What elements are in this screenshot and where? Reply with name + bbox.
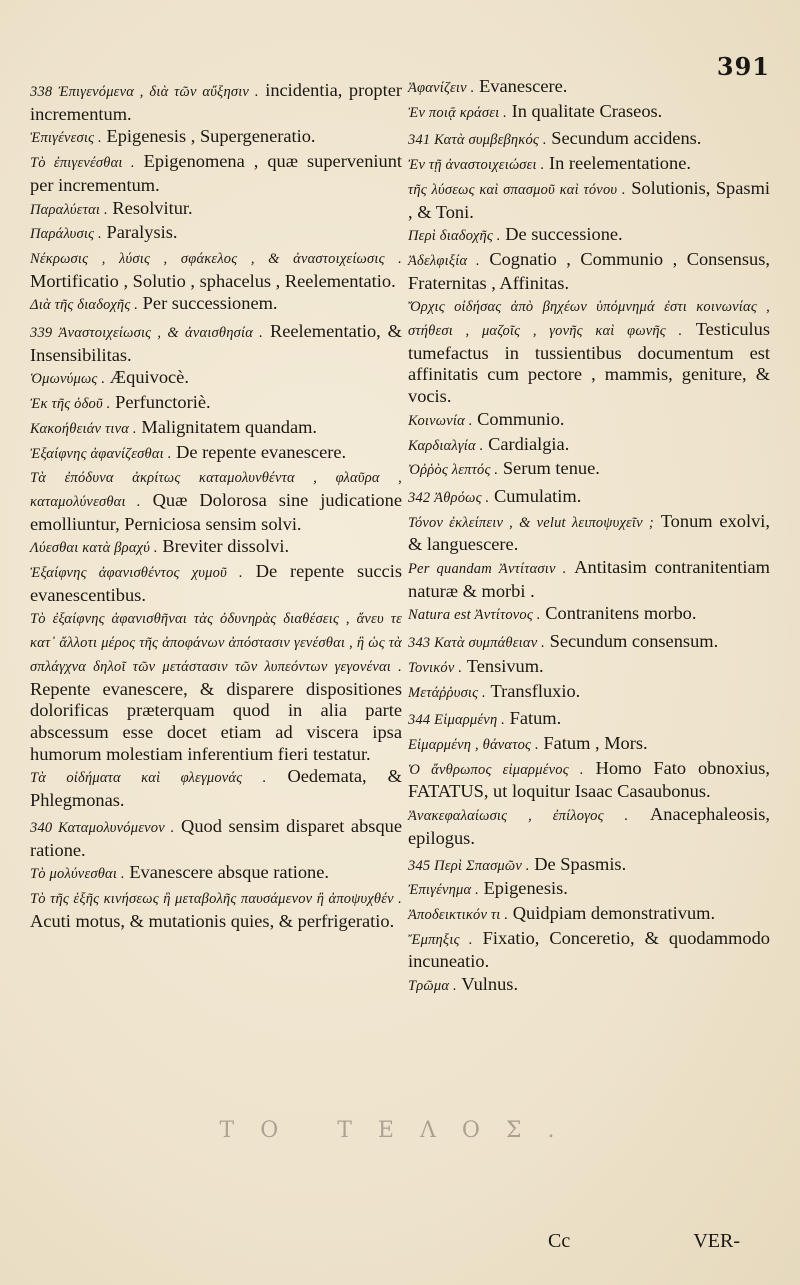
glossary-entry — [408, 128, 770, 152]
latin-gloss: Evanescere absque ratione. — [129, 862, 329, 883]
glossary-entry — [30, 561, 402, 606]
right-column — [408, 76, 770, 999]
latin-gloss: Transfluxio. — [490, 680, 581, 701]
greek-term: Καρδιαλγία . — [408, 437, 484, 454]
glossary-entry — [30, 222, 402, 246]
latin-gloss: Epigenesis , Supergeneratio. — [106, 126, 316, 147]
greek-term: Ὄρχις οἰδήσας ἀπὸ βηχέων ὑπόμνημά ἐστι κοινωνίας , στήθεσι , μαζοῖς , γονῆς καὶ φωνῆς . — [408, 299, 770, 340]
latin-gloss: In qualitate Craseos. — [511, 100, 663, 121]
greek-term: Τὰ οἰδήματα καὶ φλεγμονάς . — [30, 770, 267, 787]
greek-term: Λύεσθαι κατὰ βραχύ . — [30, 540, 158, 557]
latin-gloss: Repente evanescere, & disparere dispositiones dolorificas præterquam quod in alia parte abscessum esse docet etiam ad viscera ipsa humorum molestiam inferentium fieri testatur. — [30, 678, 402, 764]
greek-term: Μετάῤῥυσις . — [408, 684, 486, 701]
latin-gloss: Per successionem. — [142, 293, 278, 314]
glossary-entry — [408, 854, 770, 878]
greek-term: Ἐπιγένεσις . — [30, 130, 102, 147]
greek-term: Ὀῤῥὸς λεπτός . — [408, 462, 499, 479]
latin-gloss: Perfunctoriè. — [115, 392, 211, 413]
greek-term: Τρῶμα . — [408, 978, 457, 995]
greek-term: Natura est Ἀντίτονος . — [408, 607, 541, 624]
greek-term: Εἱμαρμένη , θάνατος . — [408, 736, 539, 753]
latin-gloss: Oedemata, & Phlegmonas. — [30, 766, 402, 811]
glossary-entry — [30, 151, 402, 196]
latin-gloss: Communio. — [477, 408, 565, 429]
greek-term: 340 Καταμολυνόμενον . — [30, 819, 175, 836]
glossary-entry — [30, 466, 402, 535]
greek-term: Τόνον ἐκλείπειν , & velut λειποψυχεῖν ; — [408, 514, 654, 531]
latin-gloss: Acuti motus, & mutationis quies, & perfrigeratio. — [30, 910, 395, 931]
glossary-entry — [30, 80, 402, 125]
glossary-entry — [408, 631, 770, 655]
glossary-entry — [408, 511, 770, 556]
glossary-entry — [408, 249, 770, 294]
greek-term: Παραλύεται . — [30, 201, 108, 218]
latin-gloss: Paralysis. — [106, 222, 178, 243]
glossary-entry — [30, 198, 402, 222]
greek-term: Ἀνακεφαλαίωσις , ἐπίλογος . — [408, 808, 629, 825]
greek-term: Ἐν τῇ ἀναστοιχειώσει . — [408, 157, 545, 174]
latin-gloss: De repente evanescere. — [176, 441, 347, 462]
glossary-entry — [408, 458, 770, 482]
latin-gloss: Quidpiam demonstrativum. — [512, 902, 716, 923]
glossary-entry — [408, 804, 770, 849]
latin-gloss: Cognatio , Communio , Consensus, Fraternitas , Affinitas. — [408, 248, 770, 293]
glossary-entry — [30, 536, 402, 560]
greek-term: Ἐπιγένημα . — [408, 882, 479, 899]
glossary-entry — [408, 224, 770, 248]
latin-gloss: Serum tenue. — [502, 458, 600, 479]
greek-term: Ἐν ποιᾷ κράσει . — [408, 104, 507, 121]
greek-term: Τονικόν . — [408, 659, 463, 676]
latin-gloss: Mortificatio , Solutio , sphacelus , Reelementatio. — [30, 270, 396, 291]
greek-term: Ἐξαίφνης ἀφανισθέντος χυμοῦ . — [30, 565, 243, 582]
glossary-entry — [408, 295, 770, 408]
greek-term: 343 Κατὰ συμπάθειαν . — [408, 635, 545, 652]
latin-gloss: De Spasmis. — [534, 853, 627, 874]
catchword: VER- — [693, 1230, 740, 1252]
glossary-entry — [30, 321, 402, 366]
glossary-entry — [30, 293, 402, 317]
latin-gloss: Testiculus tumefactus in tussientibus documentum est affinitatis cum pectore , mammis, geniture, & vocis. — [408, 319, 770, 407]
greek-term: Κοινωνία . — [408, 412, 473, 429]
greek-term: 342 Ἀθρόως . — [408, 489, 490, 506]
glossary-entry — [30, 887, 402, 932]
glossary-entry — [408, 486, 770, 510]
latin-gloss: Evanescere. — [479, 76, 568, 96]
glossary-entry — [408, 557, 770, 602]
greek-term: Ἐξαίφνης ἀφανίζεσθαι . — [30, 445, 172, 462]
glossary-entry — [408, 928, 770, 973]
latin-gloss: incidentia, propter incrementum. — [30, 80, 402, 124]
latin-gloss: Secundum consensum. — [549, 631, 719, 652]
latin-gloss: Solutionis, Spasmi , & Toni. — [408, 177, 770, 222]
latin-gloss: Fatum , Mors. — [543, 732, 648, 753]
greek-term: Ὁμωνύμως . — [30, 371, 106, 388]
left-column — [30, 76, 402, 933]
latin-gloss: Antitasim contranitentiam naturæ & morbi . — [408, 557, 770, 601]
glossary-entry — [408, 178, 770, 223]
glossary-entry — [30, 816, 402, 861]
glossary-entry — [408, 76, 770, 100]
glossary-entry — [408, 409, 770, 433]
greek-term: Per quandam Ἀντίτασιν . — [408, 561, 567, 578]
greek-term: Ἔμπηξις . — [408, 931, 473, 948]
glossary-entry — [408, 758, 770, 803]
greek-term: Τὸ ἐξαίφνης ἀφανισθῆναι τὰς ὀδυνηρὰς διαθέσεις , ἄνευ τε κατ᾽ ἄλλοτι μέρος τῆς ἀποφάνων ἀπόστασιν γενέσθαι , ἢ ὡς τὰ σπλάγχνα δηλοῖ τῶν μετάστασιν τῶν λυπεόντων γεγονέναι . — [30, 611, 402, 675]
greek-term: 338 Ἐπιγενόμενα , διὰ τῶν αὔξησιν . — [30, 84, 259, 100]
latin-gloss: In reelementatione. — [549, 153, 691, 174]
greek-term: Ἀφανίζειν . — [408, 80, 475, 96]
latin-gloss: Fatum. — [509, 708, 562, 729]
glossary-entry — [408, 101, 770, 125]
greek-term: Διὰ τῆς διαδοχῆς . — [30, 297, 139, 314]
latin-gloss: Æquivocè. — [109, 367, 189, 388]
latin-gloss: Resolvitur. — [112, 197, 193, 218]
greek-term: Τὸ τῆς ἑξῆς κινήσεως ἢ μεταβολῆς παυσάμενον ἢ ἀποψυχθέν . — [30, 890, 402, 907]
glossary-entry — [30, 607, 402, 765]
latin-gloss: Secundum accidens. — [551, 128, 702, 149]
glossary-entry — [30, 367, 402, 391]
latin-gloss: Anacephaleosis, epilogus. — [408, 804, 770, 848]
glossary-entry — [408, 681, 770, 705]
latin-gloss: Cardialgia. — [488, 433, 570, 454]
greek-term: Ὁ ἄνθρωπος εἱμαρμένος . — [408, 761, 584, 778]
latin-gloss: Cumulatim. — [493, 485, 582, 506]
latin-gloss: Reelementatio, & Insensibilitas. — [30, 321, 402, 365]
greek-term: Ἀδελφιξία . — [408, 252, 480, 269]
glossary-entry — [408, 153, 770, 177]
greek-term: Τὸ ἐπιγενέσθαι . — [30, 155, 135, 172]
greek-term: 339 Ἀναστοιχείωσις , & ἀναισθησία . — [30, 325, 263, 342]
greek-term: Περὶ διαδοχῆς . — [408, 228, 501, 245]
latin-gloss: Epigenomena , quæ superveniunt per incrementum. — [30, 151, 402, 195]
greek-term: Κακοήθειάν τινα . — [30, 420, 137, 437]
latin-gloss: Epigenesis. — [483, 878, 568, 899]
greek-term: Τὰ ἐπόδυνα ἀκρίτως καταμολυνθέντα , φλαῦρα , καταμολύνεσθαι . — [30, 470, 402, 510]
glossary-entry — [30, 247, 402, 292]
greek-term: 341 Κατὰ συμβεβηκός . — [408, 132, 547, 149]
glossary-entry — [30, 442, 402, 466]
glossary-entry — [408, 603, 770, 627]
glossary-entry — [30, 392, 402, 416]
latin-gloss: Breviter dissolvi. — [162, 536, 290, 557]
latin-gloss: Homo Fato obnoxius, FATATUS, ut loquitur Isaac Casaubonus. — [408, 757, 771, 802]
glossary-entry — [408, 733, 770, 757]
latin-gloss: De repente succis evanescentibus. — [30, 561, 402, 605]
glossary-entry — [408, 708, 770, 732]
greek-term: Τὸ μολύνεσθαι . — [30, 866, 125, 883]
latin-gloss: Vulnus. — [461, 974, 519, 995]
closing-word: ΤΟ ΤΕΛΟΣ. — [219, 1118, 581, 1143]
greek-term: 345 Περὶ Σπασμῶν . — [408, 857, 530, 874]
page-number: 391 — [716, 52, 770, 81]
greek-term: τῆς λύσεως καὶ σπασμοῦ καὶ τόνου . — [408, 181, 626, 198]
glossary-entry — [408, 434, 770, 458]
greek-term: Νέκρωσις , λύσις , σφάκελος , & ἀναστοιχείωσις . — [30, 250, 402, 267]
latin-gloss: De successione. — [505, 224, 623, 245]
glossary-entry — [408, 656, 770, 680]
latin-gloss: Malignitatem quandam. — [141, 416, 318, 437]
greek-term: 344 Εἱμαρμένη . — [408, 712, 505, 729]
glossary-entry — [30, 862, 402, 886]
signature-mark: Cc — [548, 1230, 571, 1252]
latin-gloss: Fixatio, Conceretio, & quodammodo incuneatio. — [408, 927, 770, 972]
glossary-entry — [30, 766, 402, 811]
latin-gloss: Contranitens morbo. — [545, 603, 697, 624]
glossary-entry — [408, 903, 770, 927]
latin-gloss: Tonum exolvi, & languescere. — [408, 510, 770, 555]
latin-gloss: Tensivum. — [466, 655, 544, 676]
greek-term: Παράλυσις . — [30, 226, 102, 243]
glossary-entry — [408, 878, 770, 902]
glossary-entry — [30, 417, 402, 441]
glossary-entry — [30, 126, 402, 150]
greek-term: Ἐκ τῆς ὁδοῦ . — [30, 396, 111, 413]
latin-gloss: Quod sensim disparet absque ratione. — [30, 815, 402, 860]
glossary-entry — [408, 974, 770, 998]
latin-gloss: Quæ Dolorosa sine judicatione emolliuntur, Perniciosa sensim solvi. — [30, 489, 402, 534]
greek-term: Ἀποδεικτικόν τι . — [408, 906, 509, 923]
